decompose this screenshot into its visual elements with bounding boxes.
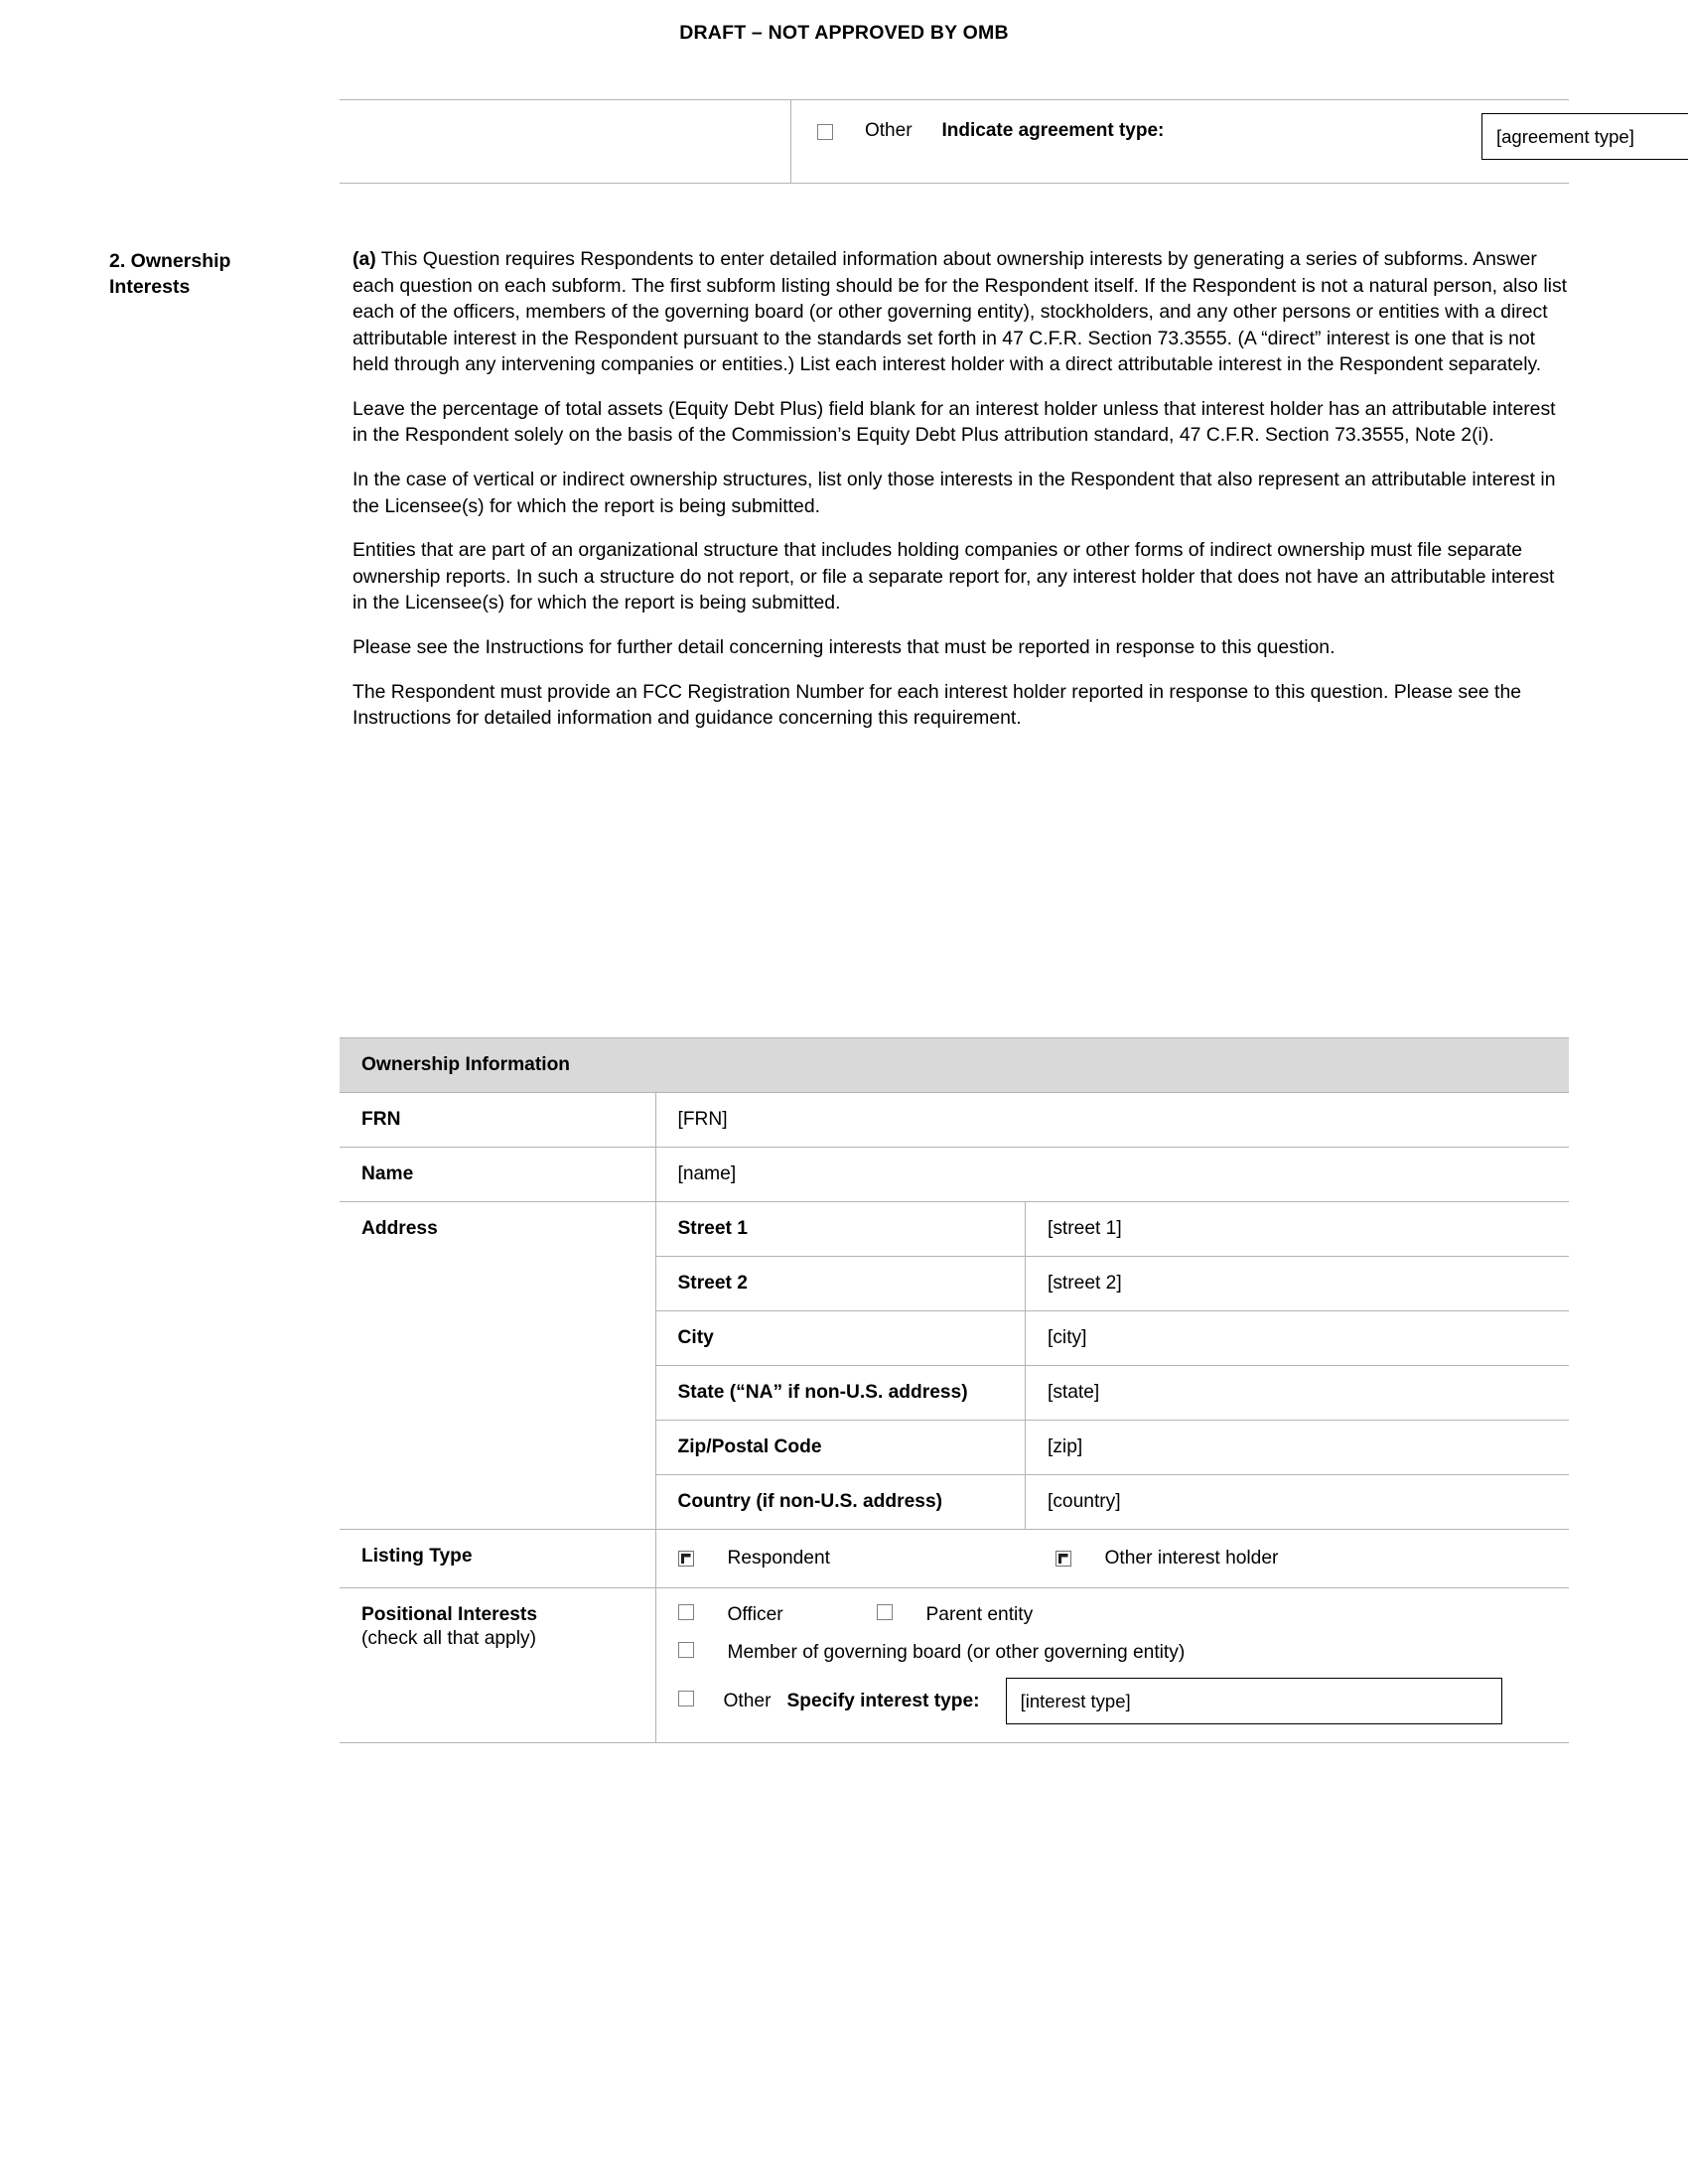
checkbox-option-other-interest[interactable] <box>678 1691 772 1712</box>
question-paragraph-1 <box>352 246 1569 378</box>
agreement-type-row <box>340 99 1634 184</box>
label-officer: Officer <box>727 1604 783 1625</box>
question-body <box>352 246 1569 732</box>
label-governing-board: Member of governing board (or other governing entity) <box>727 1642 1186 1663</box>
table-row-street2 <box>656 1257 1570 1311</box>
label-indicate-agreement-type: Indicate agreement type: <box>941 120 1165 141</box>
ownership-information-table <box>340 1037 1569 1743</box>
checkbox-officer-icon[interactable] <box>678 1604 694 1620</box>
question-paragraph-5: Please see the Instructions for further detail concerning interests that must be reported in response to this question. <box>352 635 1336 658</box>
label-other-interest: Other <box>723 1690 772 1711</box>
radio-other-interest-holder-icon[interactable] <box>1055 1551 1071 1567</box>
checkbox-other-agreement[interactable] <box>817 124 833 140</box>
table-row-name <box>340 1148 1569 1202</box>
address-subtable-cell <box>655 1202 1569 1530</box>
question-paragraph-1-text: This Question requires Respondents to enter detailed information about ownership interests by generating a series of subforms. Answer each question on each subform. The first subform listing should be for the Respondent itself. If the Respondent is not a natural person, also list each of the officers, members of the governing board (or other governing entity), stockholders, and any other persons or entities with a direct attributable interest in the Respondent pursuant to the standards set forth in 47 C.F.R. Section 73.3555. (A “direct” interest is one that is not held through any intervening companies or entities.) List each interest holder with a direct attributable interest in the Respondent separately. <box>352 248 1568 376</box>
input-name[interactable]: [name] <box>655 1148 1569 1202</box>
input-city[interactable]: [city] <box>1026 1311 1570 1366</box>
agreement-row-empty-cell <box>340 100 791 183</box>
positional-interests-options <box>655 1588 1569 1743</box>
input-frn[interactable]: [FRN] <box>655 1093 1569 1148</box>
label-other-agreement: Other <box>865 120 913 141</box>
checkbox-governing-board-icon[interactable] <box>678 1642 694 1658</box>
table-row-address <box>340 1202 1569 1530</box>
input-state[interactable]: [state] <box>1026 1366 1570 1421</box>
question-paragraph-2: Leave the percentage of total assets (Equity Debt Plus) field blank for an interest holder unless that interest holder has an attributable interest in the Respondent solely on the basis of the Commission’s Equity Debt Plus attribution standard, 47 C.F.R. Section 73.3555, Note 2(i). <box>352 397 1556 447</box>
label-city: City <box>656 1311 1026 1366</box>
table-row-zip <box>656 1421 1570 1475</box>
table-row-state <box>656 1366 1570 1421</box>
label-name: Name <box>340 1148 655 1202</box>
agreement-type-input[interactable]: [agreement type] <box>1481 113 1688 160</box>
interest-type-input[interactable]: [interest type] <box>1006 1678 1502 1724</box>
table-row-country <box>656 1475 1570 1530</box>
table-row-frn <box>340 1093 1569 1148</box>
table-row-listing-type <box>340 1530 1569 1588</box>
label-listing-type: Listing Type <box>340 1530 655 1588</box>
question-paragraph-4: Entities that are part of an organizational structure that includes holding companies or other forms of indirect ownership must file separate ownership reports. In such a structure do not report, or file a separate report for, any interest holder that does not have an attributable interest in the Licensee(s) for which the report is being submitted. <box>352 539 1555 614</box>
label-address: Address <box>340 1202 655 1530</box>
radio-option-respondent[interactable] <box>678 1548 1055 1570</box>
label-zip: Zip/Postal Code <box>656 1421 1026 1475</box>
label-country: Country (if non-U.S. address) <box>656 1475 1026 1530</box>
label-street-1: Street 1 <box>656 1202 1026 1257</box>
label-state: State (“NA” if non-U.S. address) <box>656 1366 1026 1421</box>
checkbox-option-governing-board[interactable] <box>678 1642 1186 1664</box>
label-street-2: Street 2 <box>656 1257 1026 1311</box>
input-zip[interactable]: [zip] <box>1026 1421 1570 1475</box>
paragraph-prefix: (a) <box>352 248 376 270</box>
input-street-2[interactable]: [street 2] <box>1026 1257 1570 1311</box>
question-paragraph-3: In the case of vertical or indirect ownership structures, list only those interests in the Respondent that also represent an attributable interest in the Licensee(s) for which the report is being submitted. <box>352 469 1556 517</box>
label-positional-interests <box>340 1588 655 1743</box>
table-row-positional-interests <box>340 1588 1569 1743</box>
table-row-street1 <box>656 1202 1570 1257</box>
positional-interests-title: Positional Interests <box>361 1604 537 1625</box>
draft-notice: DRAFT – NOT APPROVED BY OMB <box>679 22 1009 44</box>
listing-type-options <box>655 1530 1569 1588</box>
question-paragraph-6: The Respondent must provide an FCC Registration Number for each interest holder reported in response to this question. Please see the Instructions for detailed information and guidance concerning this requirement. <box>352 680 1522 730</box>
positional-interests-sublabel: (check all that apply) <box>361 1628 536 1649</box>
radio-respondent-icon[interactable] <box>678 1551 694 1567</box>
label-respondent: Respondent <box>727 1548 830 1569</box>
label-frn: FRN <box>340 1093 655 1148</box>
label-specify-interest-type: Specify interest type: <box>786 1690 980 1711</box>
checkbox-parent-entity-icon[interactable] <box>877 1604 893 1620</box>
agreement-row-content <box>791 100 1634 183</box>
table-row-city <box>656 1311 1570 1366</box>
question-number-label: 2. Ownership Interests <box>109 250 231 299</box>
input-country[interactable]: [country] <box>1048 1491 1121 1512</box>
checkbox-option-parent-entity[interactable] <box>877 1604 1034 1626</box>
label-other-interest-holder: Other interest holder <box>1104 1548 1279 1569</box>
label-parent-entity: Parent entity <box>925 1604 1034 1625</box>
ownership-table-title: Ownership Information <box>340 1038 1569 1093</box>
radio-option-other-interest-holder[interactable] <box>1055 1548 1279 1570</box>
ownership-table-header-row <box>340 1038 1569 1093</box>
checkbox-option-officer[interactable] <box>678 1604 877 1626</box>
address-subtable <box>656 1202 1570 1529</box>
checkbox-other-interest-icon[interactable] <box>678 1691 694 1706</box>
input-street-1[interactable]: [street 1] <box>1026 1202 1570 1257</box>
